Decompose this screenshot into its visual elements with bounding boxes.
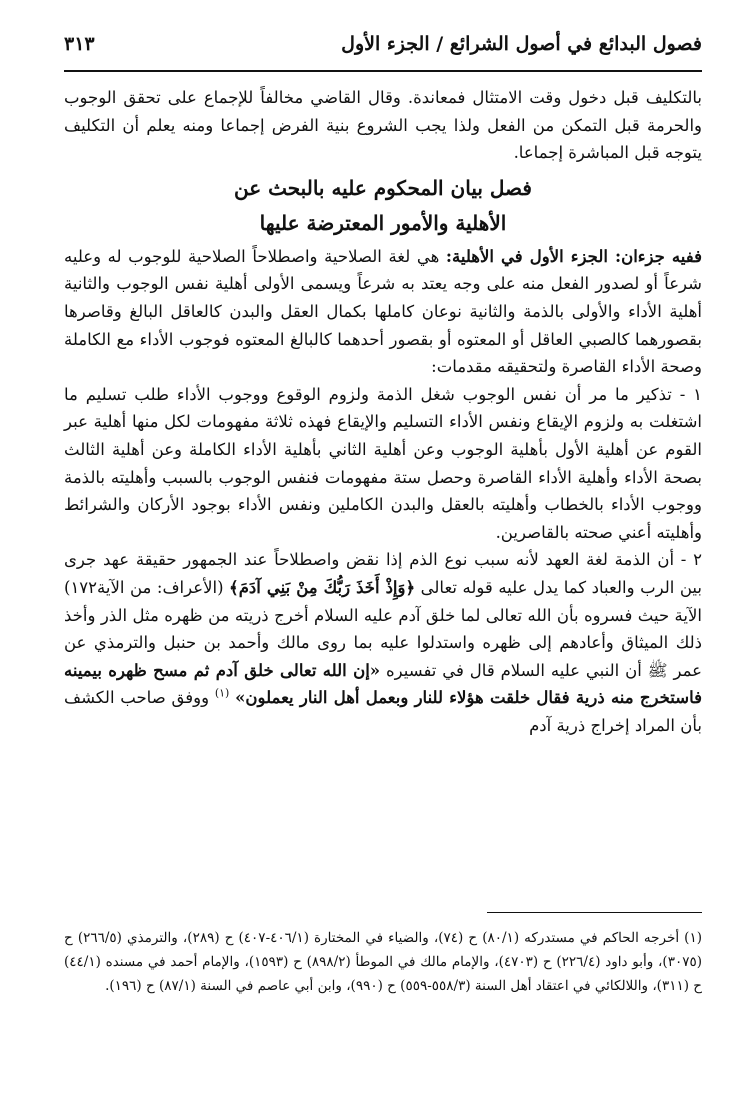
section-heading-line-2: الأهلية والأمور المعترضة عليها: [259, 210, 507, 235]
ahliya-text: هي لغة الصلاحية واصطلاحاً الصلاحية للوجوب له وعليه شرعاً أو لصدور الفعل منه على وجه يعتد به شرعاً ويسمى الأولى أهلية نفس الوجوب والثانية أهلية الأداء والأولى بالذمة والثانية نوعان كاملها بكمال العقل والبدن كالعاقل البالغ وقاصرها بقصورهما كالصبي العاقل أو المعتوه أو بقصور أحدهما كالبالغ المعتوه فوجوب الأداء مع الكاملة وصحة الأداء القاصرة ولتحقيقه مقدمات:: [64, 246, 702, 377]
footnote-marker[interactable]: (١): [214, 686, 230, 700]
page-number: ٣١٣: [64, 33, 95, 55]
ahliya-lead: ففيه جزءان: الجزء الأول في الأهلية:: [445, 246, 702, 266]
ahliya-paragraph: [64, 243, 702, 381]
footnotes: [64, 926, 702, 998]
header-divider: [64, 70, 702, 72]
paragraph-2-middle: (الأعراف: من الآية١٧٢) الآية حيث فسروه بأن الله تعالى لما خلق آدم عليه السلام أخرج ذريته من ظهره مثل الذر وأخذ ذلك الميثاق وأعادهم إلى ظهره واستدلوا عليه بما روى مالك وأحمد بن حنبل والترمذي عن عمر ﷺ أن النبي عليه السلام قال في تفسيره: [64, 577, 702, 680]
footnote-1: (١) أخرجه الحاكم في مستدركه (٨٠/١) ح (٧٤)، والضياء في المختارة (٤٠٦/١-٤٠٧) ح (٢٨٩)، والترمذي (٢٦٦/٥) ح (٣٠٧٥)، وأبو داود (٢٢٦/٤) ح (٤٧٠٣)، والإمام مالك في الموطأ (٨٩٨/٢) ح (١٥٩٣)، والإمام أحمد في مسنده (٤٤/١) ح (٣١١)، واللالكائي في اعتقاد أهل السنة (٥٥٨/٣-٥٥٩) ح (٩٩٠)، وابن أبي عاصم في السنة (٨٧/١) ح (١٩٦).: [64, 930, 702, 994]
paragraph-2: [64, 546, 702, 739]
quran-verse: ﴿وَإِذْ أَخَذَ رَبُّكَ مِنْ بَنِي آدَمَ﴾: [229, 577, 416, 597]
running-title: فصول البدائع في أصول الشرائع / الجزء الأول: [341, 33, 702, 55]
footnote-divider: [487, 912, 702, 913]
main-text: [64, 84, 702, 739]
paragraph-2-intro: ٢ - أن الذمة لغة العهد لأنه سبب نوع الذم إذا نقض واصطلاحاً عند الجمهور حقيقة عهد جرى بين الرب والعباد كما يدل عليه قوله تعالى: [64, 550, 702, 597]
section-heading: [64, 171, 702, 241]
running-header: [64, 30, 702, 58]
intro-paragraph: بالتكليف قبل دخول وقت الامتثال فمعاندة. وقال القاضي مخالفاً للإجماع على تحقق الوجوب والحرمة قبل التمكن من الفعل ولذا يجب الشروع بنية الفرض إجماعا ومنه يعلم أن التكليف يتوجه قبل المباشرة إجماعا.: [64, 88, 702, 163]
paragraph-2-end: ووفق صاحب الكشف بأن المراد إخراج ذرية آدم: [64, 688, 702, 735]
section-heading-line-1: فصل بيان المحكوم عليه بالبحث عن: [234, 175, 532, 200]
paragraph-1: ١ - تذكير ما مر أن نفس الوجوب شغل الذمة ولزوم الوقوع ووجوب الأداء طلب تسليم ما اشتغلت به ولزوم الإيقاع ونفس الأداء التسليم والإيقاع فهذه ثلاثة مفهومات لكل منها أهلية عبر القوم عن أهلية الأول بأهلية الوجوب وعن أهلية الثاني بأهلية الأداء الكاملة وعن أهلية الثالث بصحة الأداء وأهلية الأداء القاصرة وحصل ستة مفهومات فنفس الوجوب بالسبب وأهليته بالذمة ووجوب الأداء بالخطاب وأهليته بالعقل والبدن الكاملين ونفس الأداء بوجود الأركان والشرائط وأهليته أعني صحته بالقاصرين.: [64, 384, 702, 542]
hadith-quote: «إن الله تعالى خلق آدم ثم مسح ظهره بيمينه فاستخرج منه ذرية فقال خلقت هؤلاء للنار وبعمل أهل النار يعملون»: [64, 660, 702, 708]
